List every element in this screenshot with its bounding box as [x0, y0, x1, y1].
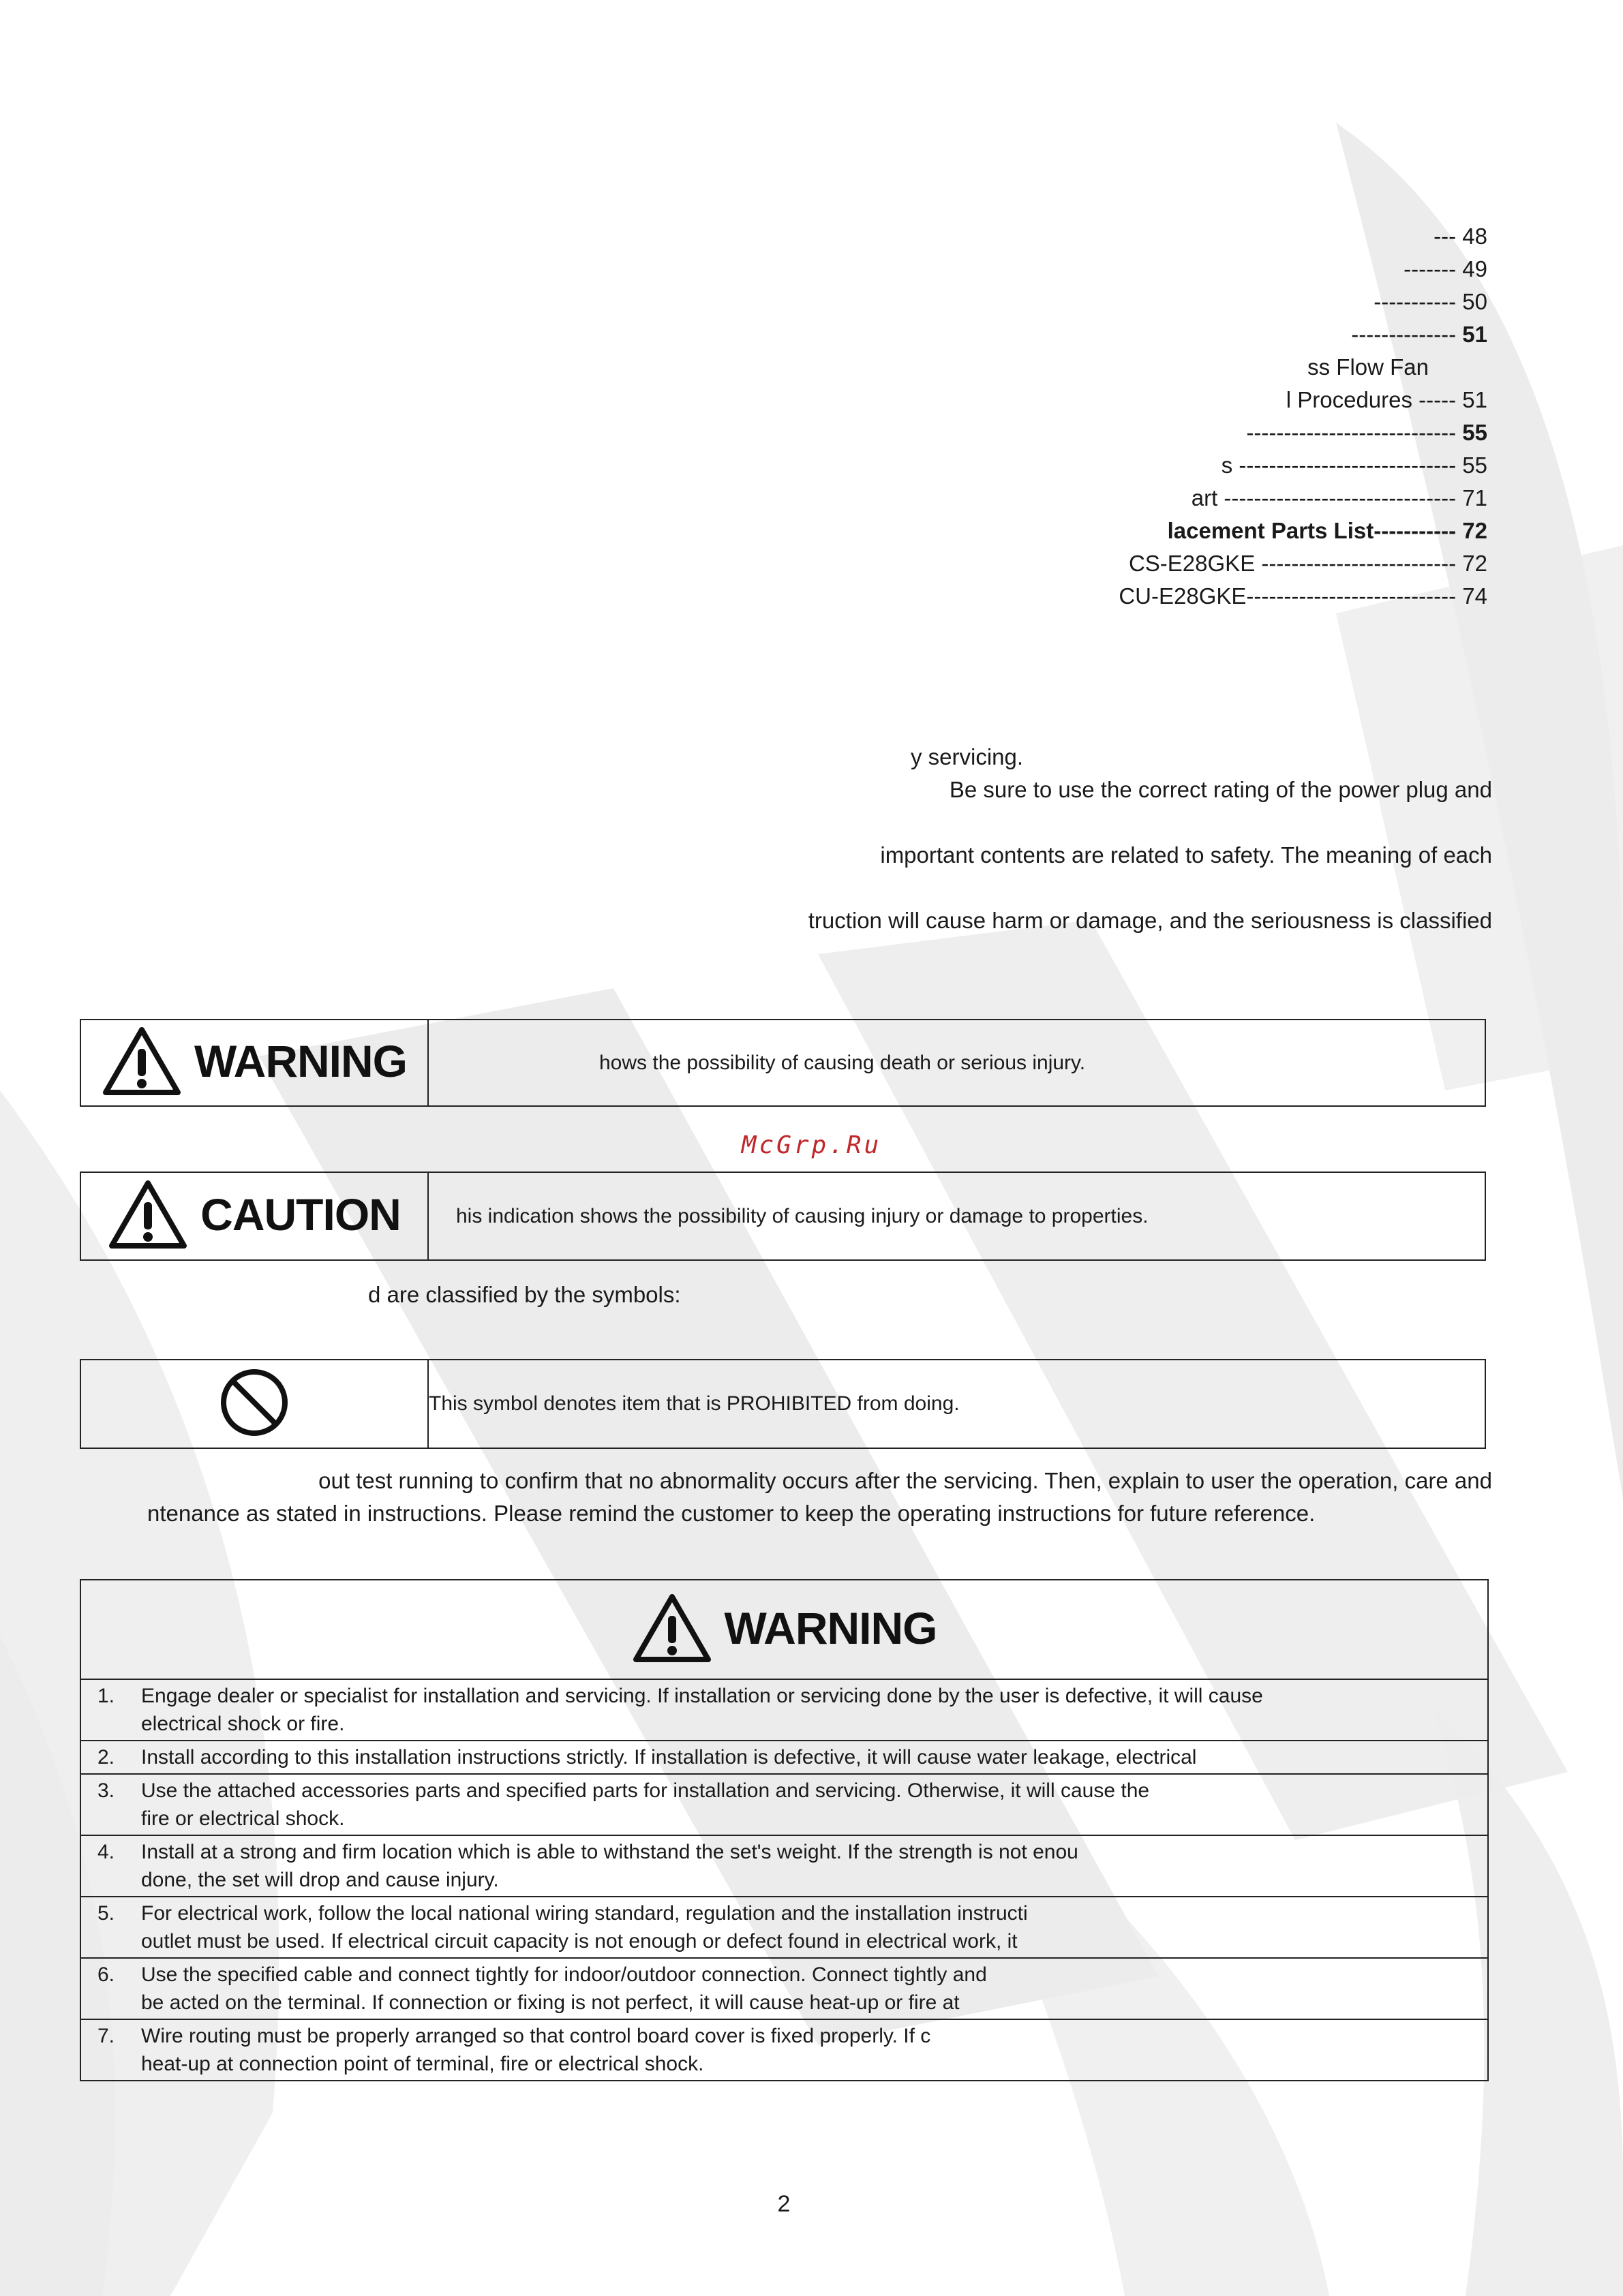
after-service-line: out test running to confirm that no abnormality occurs after the servicing. Then, explain to user the operation, care and	[318, 1468, 1492, 1493]
toc-entry[interactable]	[682, 515, 1487, 547]
warning-label	[102, 1026, 407, 1097]
warning-item	[80, 1835, 1488, 1897]
warning-item-text: Use the specified cable and connect tightly for indoor/outdoor connection. Connect tightly and	[141, 1963, 987, 1986]
caution-description: his indication shows the possibility of causing injury or damage to properties.	[428, 1172, 1485, 1260]
toc-entry-text: s -----------------------------	[1221, 453, 1457, 478]
warning-definition-box	[80, 1019, 1486, 1107]
toc-entry-text: ----------------------------	[1246, 420, 1457, 445]
toc-entry-page: 50	[1462, 289, 1487, 314]
toc-entry-text: -------	[1404, 256, 1457, 281]
prohibited-description: This symbol denotes item that is PROHIBITED from doing.	[428, 1360, 1485, 1448]
toc-entry-text: CU-E28GKE----------------------------	[1119, 583, 1457, 609]
warning-item-number: 5.	[97, 1902, 115, 1925]
warning-item-number: 7.	[97, 2025, 115, 2047]
warning-item-text: Use the attached accessories parts and specified parts for installation and servicing. Otherwise, it will cause the	[141, 1779, 1150, 1802]
warning-item-text: be acted on the terminal. If connection or fixing is not perfect, it will cause heat-up or fire at	[141, 1991, 960, 2014]
toc-entry-text: --------------	[1351, 322, 1457, 347]
toc-entry[interactable]	[682, 220, 1487, 253]
toc-entry[interactable]	[682, 384, 1487, 416]
warning-item	[80, 1741, 1488, 1774]
warning-item-text: For electrical work, follow the local national wiring standard, regulation and the installation instructi	[141, 1902, 1028, 1925]
toc-entry-page: 49	[1462, 256, 1487, 281]
intro-line: Be sure to use the correct rating of the power plug and	[949, 777, 1492, 802]
warning-item-number: 6.	[97, 1963, 115, 1986]
toc-entry-page: 55	[1462, 420, 1487, 445]
warning-item	[80, 2019, 1488, 2081]
warning-list-table	[80, 1579, 1489, 2081]
toc-entry-page: 51	[1462, 322, 1487, 347]
warning-item-text: heat-up at connection point of terminal, fire or electrical shock.	[141, 2053, 704, 2075]
toc-entry-text: -----------	[1374, 289, 1457, 314]
page-number: 2	[777, 2191, 791, 2217]
warning-table-label-text: WARNING	[724, 1602, 937, 1653]
prohibited-symbol-box	[80, 1359, 1486, 1449]
toc-entry-page: 51	[1462, 387, 1487, 412]
caution-label	[108, 1179, 401, 1250]
warning-item-text: Engage dealer or specialist for installation and servicing. If installation or servicing done by the user is defective, it will cause	[141, 1685, 1263, 1707]
toc-entry[interactable]	[682, 547, 1487, 580]
toc-entry-page: 55	[1462, 453, 1487, 478]
toc-entry-text: CS-E28GKE --------------------------	[1128, 551, 1457, 576]
warning-label-text: WARNING	[194, 1036, 407, 1086]
toc-entry[interactable]	[682, 580, 1487, 613]
toc-entry[interactable]	[682, 286, 1487, 318]
toc-entry-text: ---	[1434, 224, 1457, 249]
brand-watermark-text: McGrp.Ru	[741, 1131, 882, 1159]
caution-label-cell	[80, 1172, 428, 1260]
after-service-line: ntenance as stated in instructions. Please remind the customer to keep the operating instructions for future reference.	[147, 1501, 1316, 1526]
warning-item-text: Install according to this installation instructions strictly. If installation is defective, it will cause water leakage, electrical	[141, 1746, 1197, 1769]
warning-item-text: electrical shock or fire.	[141, 1713, 345, 1735]
toc-entry-text: art -------------------------------	[1191, 485, 1457, 510]
caution-definition-box	[80, 1172, 1486, 1261]
warning-item-text: Wire routing must be properly arranged so that control board cover is fixed properly. If c	[141, 2025, 931, 2047]
toc-entry-page: 71	[1462, 485, 1487, 510]
toc-entry-page: 72	[1462, 551, 1487, 576]
symbols-caption: d are classified by the symbols:	[368, 1282, 681, 1307]
toc-entry[interactable]	[682, 351, 1487, 384]
toc-entry-text: l Procedures -----	[1286, 387, 1457, 412]
intro-line: truction will cause harm or damage, and the seriousness is classified	[808, 908, 1492, 933]
toc-entry[interactable]	[682, 482, 1487, 515]
toc-entry-page: 74	[1462, 583, 1487, 609]
toc-entry[interactable]	[682, 253, 1487, 286]
warning-item	[80, 1774, 1488, 1835]
warning-item	[80, 1958, 1488, 2019]
toc-entry-page: 72	[1462, 518, 1487, 543]
prohibited-icon	[219, 1367, 290, 1438]
warning-item	[80, 1679, 1488, 1741]
table-of-contents	[682, 220, 1487, 613]
warning-item-number: 3.	[97, 1779, 115, 1802]
warning-item-number: 4.	[97, 1841, 115, 1863]
toc-entry[interactable]	[682, 416, 1487, 449]
warning-item-number: 2.	[97, 1746, 115, 1769]
warning-table-label	[632, 1593, 937, 1664]
warning-item-text: done, the set will drop and cause injury.	[141, 1869, 499, 1891]
toc-entry-text: ss Flow Fan	[1307, 354, 1429, 380]
warning-item-text: fire or electrical shock.	[141, 1807, 345, 1830]
warning-triangle-icon	[632, 1593, 712, 1664]
warning-item-text: Install at a strong and firm location which is able to withstand the set's weight. If the strength is not enou	[141, 1841, 1078, 1863]
warning-table-header	[80, 1580, 1488, 1679]
intro-line: important contents are related to safety. The meaning of each	[880, 842, 1492, 868]
warning-item-text: outlet must be used. If electrical circuit capacity is not enough or defect found in electrical work, it	[141, 1930, 1018, 1953]
warning-description: hows the possibility of causing death or serious injury.	[428, 1020, 1485, 1106]
toc-entry-page: 48	[1462, 224, 1487, 249]
prohibited-symbol-cell	[80, 1360, 428, 1448]
toc-entry[interactable]	[682, 318, 1487, 351]
warning-item-number: 1.	[97, 1685, 115, 1707]
warning-triangle-icon	[102, 1026, 182, 1097]
warning-item	[80, 1897, 1488, 1958]
toc-entry-text: lacement Parts List-----------	[1167, 518, 1457, 543]
toc-entry[interactable]	[682, 449, 1487, 482]
warning-label-cell	[80, 1020, 428, 1106]
caution-triangle-icon	[108, 1179, 188, 1250]
intro-line: y servicing.	[911, 744, 1024, 769]
caution-label-text: CAUTION	[200, 1189, 401, 1240]
